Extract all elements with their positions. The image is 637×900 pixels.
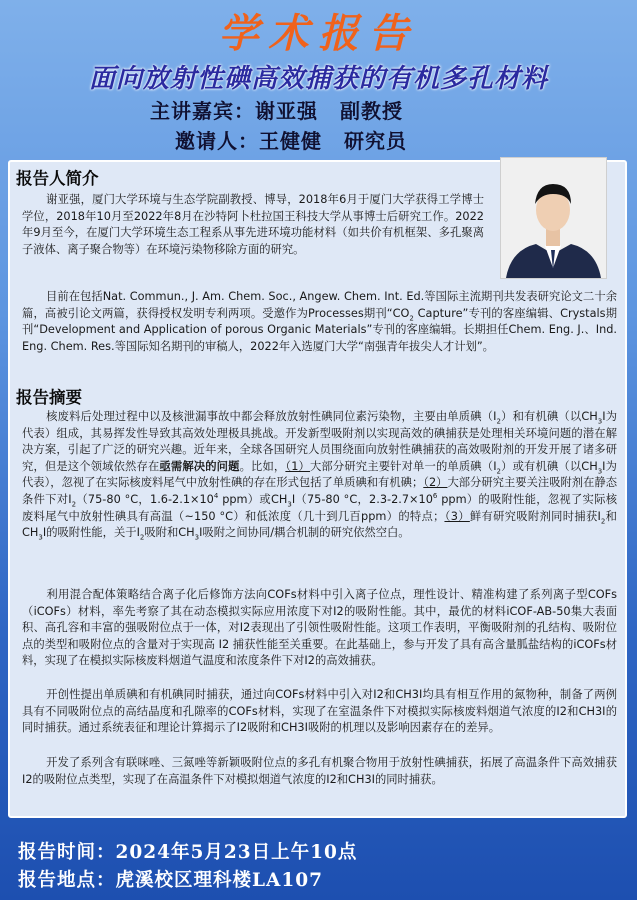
content-panel — [8, 160, 627, 818]
abs-bold: 亟需解决的问题 — [159, 459, 240, 473]
abs-sub: 2 — [139, 533, 145, 542]
speaker-title: 副教授 — [340, 99, 403, 123]
inviter-title: 研究员 — [344, 129, 407, 153]
report-topic: 面向放射性碘高效捕获的有机多孔材料 — [88, 64, 548, 94]
abs-sup: 6 — [432, 492, 438, 501]
abs-sub: 3 — [38, 533, 43, 542]
bio-text-2b: Capture”专刊的客座编辑、Crystals期刊“Development and Application of porous Organic Materials”专刊的客座编辑。长期担任Chem. Eng. J.、Ind. Eng. Chem. Res.等国际知名期刊的审稿人，2022年入选厦门大学“南强青年拔尖人才计划”。 — [22, 306, 618, 353]
abs-t: 大部分研究主要关注吸附剂在静态条件下对I — [22, 476, 617, 506]
abs-point-2: （2） — [423, 476, 448, 490]
abs-sub: 3 — [287, 500, 292, 509]
abs-sub: 2 — [71, 500, 77, 509]
abs-point-1: （1） — [285, 459, 310, 473]
abs-sub: 2 — [600, 516, 606, 525]
abstract-paragraph-2 — [22, 587, 617, 670]
abs-t: 。比如， — [239, 459, 286, 473]
abstract-text-4: 开发了系列含有联咪唑、三氮唑等新颖吸附位点的多孔有机聚合物用于放射性碘捕获，拓展了高温条件下高效捕获I2的吸附位点类型，实现了在高温条件下对模拟烟道气浓度的I2和CH3I的同时捕获。 — [22, 756, 617, 786]
abs-t: ppm）或CH — [218, 492, 288, 506]
abs-t: 吸附和CH — [144, 526, 195, 540]
speaker-label: 主讲嘉宾： — [150, 99, 255, 123]
abs-sub: 3 — [194, 533, 200, 542]
abs-t: I的吸附性能，关于I — [42, 526, 140, 540]
bio-paragraph-2 — [22, 289, 617, 355]
speaker-line — [150, 95, 403, 124]
abs-sup: 4 — [213, 492, 219, 501]
header — [0, 0, 637, 160]
abs-t: I为代表），忽视了在实际核废料尾气中放射性碘的存在形式包括了单质碘和有机碘； — [22, 459, 617, 490]
speaker-name: 谢亚强 — [255, 99, 318, 123]
abstract-paragraph-4 — [22, 755, 617, 788]
inviter-line — [175, 125, 407, 154]
bio-paragraph-1 — [22, 192, 484, 258]
abs-t: ）或有机碘（以CH — [501, 459, 598, 473]
abs-sub: 2 — [496, 417, 501, 426]
speaker-photo — [500, 157, 607, 279]
inviter-label: 邀请人： — [175, 129, 259, 153]
bio-co2-subscript: 2 — [409, 313, 414, 322]
page-title: 学术报告 — [218, 10, 419, 57]
abstract-text-2: 利用混合配体策略结合离子化后修饰方法向COFs材料中引入离子位点，理性设计、精准构建了系列离子型COFs（iCOFs）材料，率先考察了其在动态模拟实际应用浓度下对I2的吸附性能。其中，最优的材料iCOF-AB-50集大表面积、高孔容和丰富的强吸附位点于一体，对I2表现出了引领性吸附性能。这项工作表明，平衡吸附剂的孔结构、吸附位点的类型和吸附位点的含量对于实现高 I2 捕获性能至关重要。在此基础上，参与开发了具有高含量胍盐结构的iCOFs材料，实现了在模拟实际核废料烟道气温度和浓度条件下对I2的高效捕获。 — [22, 588, 617, 668]
abs-sub: 3 — [597, 467, 603, 476]
abs-point-3: （3） — [444, 509, 470, 523]
abs-t: I吸附之间协同/耦合机制的研究依然空白。 — [199, 526, 410, 540]
abs-sub: 2 — [496, 467, 501, 476]
abstract-text-3: 开创性提出单质碘和有机碘同时捕获，通过向COFs材料中引入对I2和CH3I均具有相互作用的氮物种，制备了两例具有不同吸附位点的高结晶度和孔隙率的COFs材料，实现了在室温条件下对模拟实际核废料烟道气浓度的I2和CH3I的同时捕获。通过系统表征和理论计算揭示了I2吸附和CH3I吸附的机理以及影响因素存在的差异。 — [22, 688, 617, 735]
abstract-heading: 报告摘要 — [16, 388, 82, 407]
abs-t: I为代表）组成，其易挥发性导致其高效处理极具挑战。开发新型吸附剂以实现高效的碘捕获是处理相关环境问题的潜在解决方案，引起了广泛的研究兴趣。近年来，全球各国研究人员围绕面向放射性碘捕获的高效吸附剂的开发开展了诸多研究，但是这个领域依然存在 — [22, 410, 617, 473]
report-location: 报告地点：虎溪校区理科楼LA107 — [18, 870, 323, 891]
abs-sub: 3 — [597, 417, 603, 426]
bio-text-2a: 目前在包括Nat. Commun., J. Am. Chem. Soc., Angew. Chem. Int. Ed.等国际主流期刊共发表研究论文二十余篇，高被引论文两篇，获得授权发明专利两项。受邀作为Processes期刊“CO — [22, 290, 617, 320]
abs-t: 和CH — [22, 509, 617, 540]
bio-heading: 报告人简介 — [16, 169, 99, 188]
abs-t: 鲜有研究吸附剂同时捕获I — [469, 509, 601, 523]
abs-t: （75-80 °C，1.6-2.1×10 — [76, 492, 214, 506]
bio-text-1: 谢亚强，厦门大学环境与生态学院副教授、博导，2018年6月于厦门大学获得工学博士学位，2018年10月至2022年8月在沙特阿卜杜拉国王科技大学从事博士后研究工作。2022年9月至今，在厦门大学环境生态工程系从事先进环境功能材料（如共价有机框架、多孔聚离子液体、离子聚合物等）在环境污染物移除方面的研究。 — [22, 193, 484, 256]
abstract-paragraph-1 — [22, 409, 617, 542]
abstract-paragraph-3 — [22, 687, 617, 737]
abs-t: ）和有机碘（以CH — [500, 410, 598, 423]
abs-t: 核废料后处理过程中以及核泄漏事故中都会释放放射性碘同位素污染物，主要由单质碘（I — [46, 410, 497, 423]
abs-t: 大部分研究主要针对单一的单质碘（I — [309, 459, 497, 473]
abs-t: ppm）的吸附性能，忽视了实际核废料尾气中放射性碘具有高温（~150 °C）和低浓度（几十到几百ppm）的特点； — [22, 492, 617, 523]
inviter-name: 王健健 — [259, 129, 322, 153]
speaker-portrait-icon — [501, 158, 606, 278]
abs-t: I（75-80 °C，2.3-2.7×10 — [291, 492, 433, 506]
report-time: 报告时间：2024年5月23日上午10点 — [18, 842, 358, 863]
